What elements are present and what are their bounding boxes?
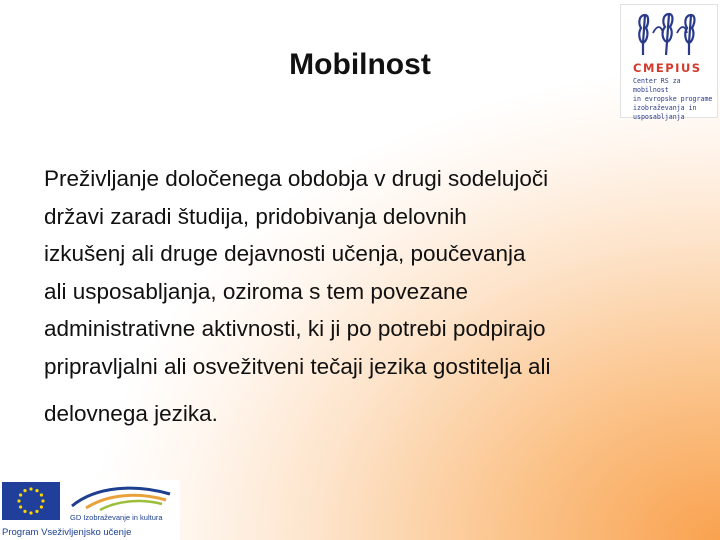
logo-desc-line: usposabljanja <box>633 113 685 121</box>
logo-desc-line: Center RS za mobilnost <box>633 77 681 94</box>
logo-desc-line: izobraževanja in <box>633 104 697 112</box>
footer-logos <box>0 480 180 540</box>
body-line: administrativne aktivnosti, ki ji po potrebi podpirajo <box>44 316 546 341</box>
body-line: Preživljanje določenega obdobja v drugi sodelujoči <box>44 166 549 191</box>
body-line: državi zaradi študija, pridobivanja delovnih <box>44 203 467 229</box>
people-figures-icon <box>635 11 705 61</box>
logo-brand: CMEPIUS <box>633 61 702 75</box>
lifelong-learning-logo-icon <box>66 482 178 512</box>
program-label: Program Vseživljenjsko učenje <box>2 527 132 538</box>
body-line: delovnega jezika. <box>44 401 218 426</box>
body-line: pripravljalni ali osvežitveni tečaji jezika gostitelja ali <box>44 353 551 379</box>
body-line: ali usposabljanja, oziroma s tem povezane <box>44 278 468 304</box>
body-line: izkušenj ali druge dejavnosti učenja, poučevanja <box>44 241 526 266</box>
llp-subtitle: GD Izobraževanje in kultura <box>70 513 163 522</box>
logo-desc-line: in evropske programe <box>633 95 713 103</box>
eu-flag-icon <box>2 482 60 520</box>
logo-description <box>633 77 717 122</box>
body-text <box>44 160 684 433</box>
slide-title: Mobilnost <box>289 48 431 81</box>
cmepius-logo <box>620 4 718 121</box>
